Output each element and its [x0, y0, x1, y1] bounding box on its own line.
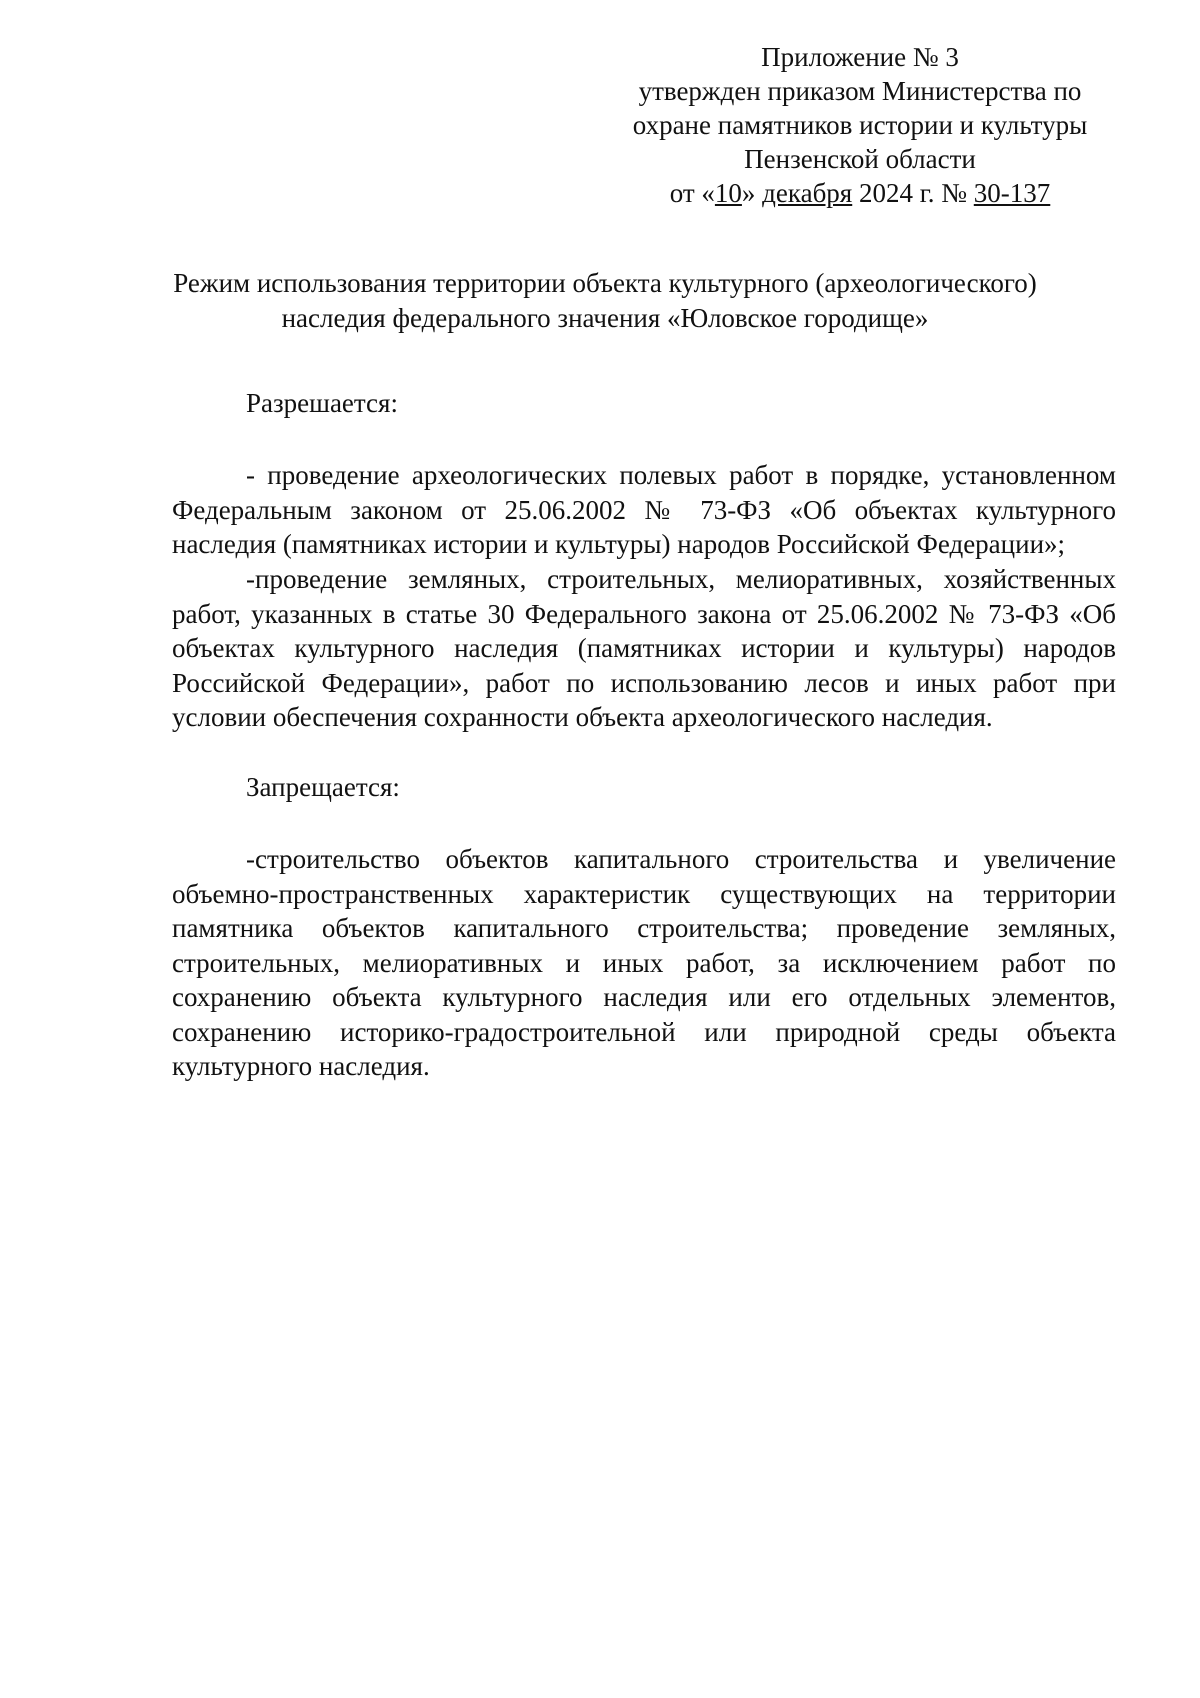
- allowed-item-1: - проведение археологических полевых работ в порядке, установленном Федеральным законом от 25.06.2002 № 73-ФЗ «Об объектах культурного наследия (памятниках истории и культуры) народов Российской Федерации»;: [172, 460, 1116, 559]
- allowed-heading: Разрешается:: [246, 388, 398, 418]
- forbidden-item-1: -строительство объектов капитального строительства и увеличение объемно-пространственных характеристик существующих на территории памятника объектов капитального строительства; проведение земляных, строительных, мелиоративных и иных работ, за исключением работ по сохранению объекта культурного наследия или его отдельных элементов, сохранению историко-градостроительной или природной среды объекта культурного наследия.: [172, 844, 1116, 1081]
- approval-date-line: [620, 176, 1100, 210]
- allowed-item-2: -проведение земляных, строительных, мелиоративных, хозяйственных работ, указанных в статье 30 Федерального закона от 25.06.2002 № 73-ФЗ «Об объектах культурного наследия (памятниках истории и культуры) народов Российской Федерации», работ по использованию лесов и иных работ при условии обеспечения сохранности объекта археологического наследия.: [172, 564, 1116, 732]
- appendix-number: Приложение № 3: [761, 42, 959, 72]
- order-number: 30-137: [973, 178, 1051, 208]
- approval-line-region: Пензенской области: [744, 144, 976, 174]
- title-line-2: наследия федерального значения «Юловское городище»: [281, 303, 929, 333]
- forbidden-heading: Запрещается:: [246, 772, 400, 802]
- date-year-and-no: 2024 г. №: [852, 178, 974, 208]
- date-day: 10: [714, 178, 742, 208]
- approval-block: [620, 40, 1100, 210]
- approval-line-protection: охране памятников истории и культуры: [632, 110, 1088, 140]
- title-line-1: Режим использования территории объекта культурного (археологического): [173, 268, 1037, 298]
- date-month: декабря: [762, 178, 853, 208]
- approval-line-ministry: утвержден приказом Министерства по: [638, 76, 1082, 106]
- document-title: [150, 266, 1060, 336]
- date-prefix: от «: [669, 178, 715, 208]
- date-separator: »: [741, 178, 763, 208]
